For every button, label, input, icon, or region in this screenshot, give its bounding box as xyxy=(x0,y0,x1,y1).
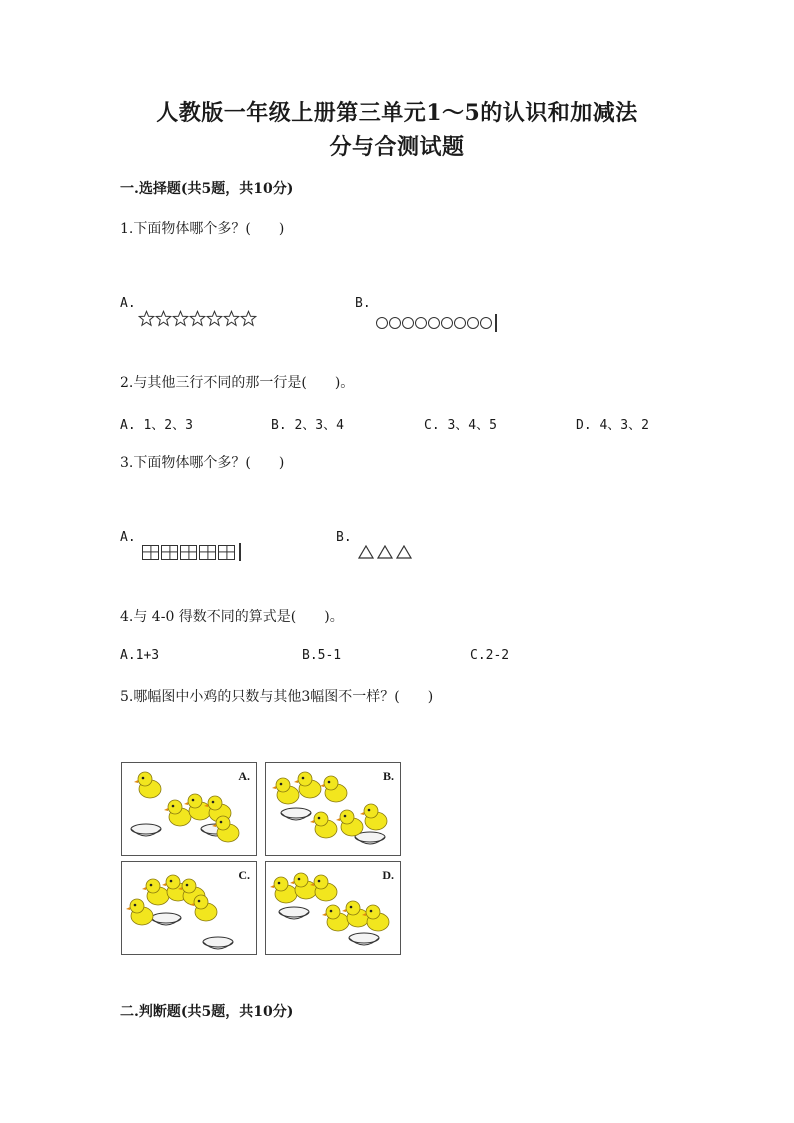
chick-illustration xyxy=(266,862,399,953)
divider-line xyxy=(495,314,497,332)
q1-option-b-circles xyxy=(376,314,497,332)
q1-option-a-label[interactable]: A. xyxy=(120,296,136,311)
star-icon xyxy=(240,310,257,327)
q4-option-b[interactable]: B.5-1 xyxy=(302,648,342,663)
q3-option-b-triangles xyxy=(358,545,415,559)
chick-panel-d[interactable] xyxy=(265,861,401,955)
star-icon xyxy=(206,310,223,327)
q3-option-b-label[interactable]: B. xyxy=(336,530,352,545)
question-3: 3.下面物体哪个多？( ) xyxy=(120,455,285,471)
question-2: 2.与其他三行不同的那一行是( )。 xyxy=(120,375,355,391)
grid-square-icon xyxy=(199,545,216,560)
chick-icon xyxy=(336,810,363,836)
page-title-line2: 分与合测试题 xyxy=(329,134,465,160)
triangle-icon xyxy=(396,545,412,559)
circle-icon xyxy=(441,317,453,329)
question-4: 4.与 4-0 得数不同的算式是( )。 xyxy=(120,609,344,625)
chick-panel-a[interactable] xyxy=(121,762,257,856)
star-icon xyxy=(138,310,155,327)
chick-panel-d-label: D. xyxy=(382,868,394,882)
grid-square-icon xyxy=(161,545,178,560)
circle-icon xyxy=(428,317,440,329)
chick-illustration xyxy=(122,763,255,854)
section2-heading: 二.判断题(共5题，共10分) xyxy=(120,1004,294,1020)
chick-icon xyxy=(360,804,387,830)
q3-option-a-grid-squares xyxy=(142,543,241,561)
chick-panel-c-label: C. xyxy=(238,868,250,882)
star-icon xyxy=(189,310,206,327)
star-icon xyxy=(223,310,240,327)
chick-panel-a-label: A. xyxy=(238,769,250,783)
chick-icon xyxy=(126,899,153,925)
chick-icon xyxy=(320,776,347,802)
circle-icon xyxy=(454,317,466,329)
chick-panel-c[interactable] xyxy=(121,861,257,955)
chick-panel-b[interactable] xyxy=(265,762,401,856)
grid-square-icon xyxy=(218,545,235,560)
q1-option-a-stars xyxy=(138,310,257,327)
page-title-line1: 人教版一年级上册第三单元1～5的认识和加减法 xyxy=(156,100,638,126)
section1-heading: 一.选择题(共5题，共10分) xyxy=(120,181,294,197)
question-5: 5.哪幅图中小鸡的只数与其他3幅图不一样？( ) xyxy=(120,689,434,705)
triangle-icon xyxy=(377,545,393,559)
q2-option-c[interactable]: C. 3、4、5 xyxy=(424,418,497,433)
chick-illustration xyxy=(266,763,399,854)
q2-option-a[interactable]: A. 1、2、3 xyxy=(120,418,193,433)
divider-line xyxy=(239,543,241,561)
q2-option-b[interactable]: B. 2、3、4 xyxy=(271,418,344,433)
q4-option-c[interactable]: C.2-2 xyxy=(470,648,510,663)
triangle-icon xyxy=(358,545,374,559)
circle-icon xyxy=(402,317,414,329)
circle-icon xyxy=(376,317,388,329)
q4-option-a[interactable]: A.1+3 xyxy=(120,648,160,663)
circle-icon xyxy=(389,317,401,329)
chick-panel-b-label: B. xyxy=(382,769,394,783)
star-icon xyxy=(172,310,189,327)
chick-icon xyxy=(134,772,161,798)
chick-icon xyxy=(142,879,169,905)
circle-icon xyxy=(467,317,479,329)
grid-square-icon xyxy=(180,545,197,560)
grid-square-icon xyxy=(142,545,159,560)
q2-option-d[interactable]: D. 4、3、2 xyxy=(576,418,649,433)
chick-icon xyxy=(310,812,337,838)
circle-icon xyxy=(480,317,492,329)
circle-icon xyxy=(415,317,427,329)
star-icon xyxy=(155,310,172,327)
chick-icon xyxy=(270,877,297,903)
q3-option-a-label[interactable]: A. xyxy=(120,530,136,545)
chick-illustration xyxy=(122,862,255,953)
q1-option-b-label[interactable]: B. xyxy=(355,296,371,311)
question-1: 1.下面物体哪个多？( ) xyxy=(120,221,285,237)
chick-icon xyxy=(322,905,349,931)
